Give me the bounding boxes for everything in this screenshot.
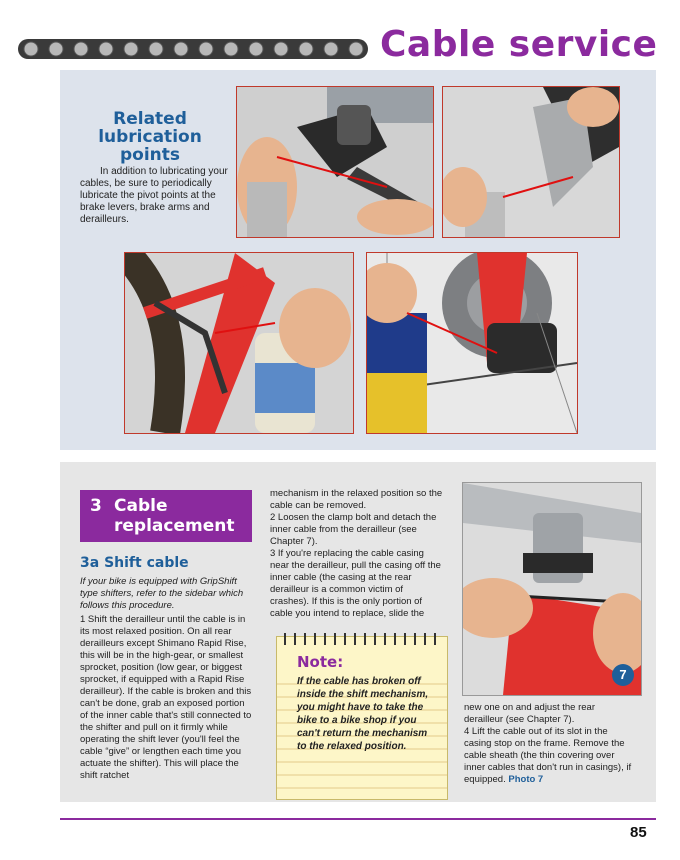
photo-shift-cable — [462, 482, 642, 696]
photo-derailleur — [366, 252, 578, 434]
chain-graphic — [18, 36, 368, 62]
column-2 — [270, 488, 444, 620]
footer-rule — [60, 818, 656, 820]
col3-paragraph-a: new one on and adjust the rear derailleur (see Chapter 7). — [464, 702, 595, 725]
step-3-paragraph: 3 If you're replacing the cable casing near the derailleur, pull the casing off the inner cable (the casing at the rear derailleur is a common victim of crashes). If this is the only portion of cable you intend to replace, slide the — [270, 548, 441, 619]
photo-7-badge: 7 — [612, 664, 634, 686]
photo-brake-arm — [124, 252, 354, 434]
section-heading-box — [80, 490, 252, 542]
photo-shift-lever — [442, 86, 620, 238]
section-number: 3 — [90, 496, 102, 516]
note-title: Note: — [297, 653, 344, 671]
step-1-text — [80, 614, 252, 782]
step-2-paragraph: 2 Loosen the clamp bolt and detach the inner cable from the derailleur (see Chapter 7). — [270, 512, 437, 547]
gripshift-note: If your bike is equipped with GripShift type shifters, refer to the sidebar which follows this procedure. — [80, 576, 244, 611]
sidebar-body: In addition to lubricating your cables, be sure to periodically lubricate the pivot points at the brake levers, brake arms and derailleurs. — [80, 166, 228, 225]
section-title: Cable replacement — [114, 496, 235, 536]
step-4-text: 4 Lift the cable out of its slot in the casing stop on the frame. Remove the cable sheath (the thin covering over inner cables that don't run in casings), if equipped. — [464, 726, 632, 785]
step-4-paragraph — [464, 726, 636, 786]
page-number: 85 — [630, 824, 647, 841]
spiral-binding — [277, 633, 447, 647]
col2-paragraph-a: mechanism in the relaxed position so the cable can be removed. — [270, 488, 443, 511]
step-1-paragraph: 1 Shift the derailleur until the cable is in its most relaxed position. On all rear derailleurs except Shimano Rapid Rise, this will be in the high-gear, or smallest sprocket, position (low gear, or biggest sprocket, if equipped with a Rapid Rise derailleur). If the cable is broken and this can't be done, grab an exposed portion of the inner cable that's still connected to the shifter and pull on it firmly while operating the shift lever (you'll feel the cable “give” or lengthen each time you actuate the shifter). This will place the shift ratchet — [80, 614, 252, 781]
column-3 — [464, 702, 636, 786]
page-title: Cable service — [380, 24, 658, 65]
note-box — [276, 636, 448, 800]
note-body: If the cable has broken off inside the shift mechanism, you might have to take the bike to a bike shop if you can't return the mechanism to the relaxed position. — [297, 676, 429, 752]
photo-brake-lever — [236, 86, 434, 238]
sidebar-heading: Related lubrication points — [98, 109, 202, 165]
photo-7-reference[interactable]: Photo 7 — [508, 774, 544, 785]
subsection-title: 3a Shift cable — [80, 555, 189, 571]
